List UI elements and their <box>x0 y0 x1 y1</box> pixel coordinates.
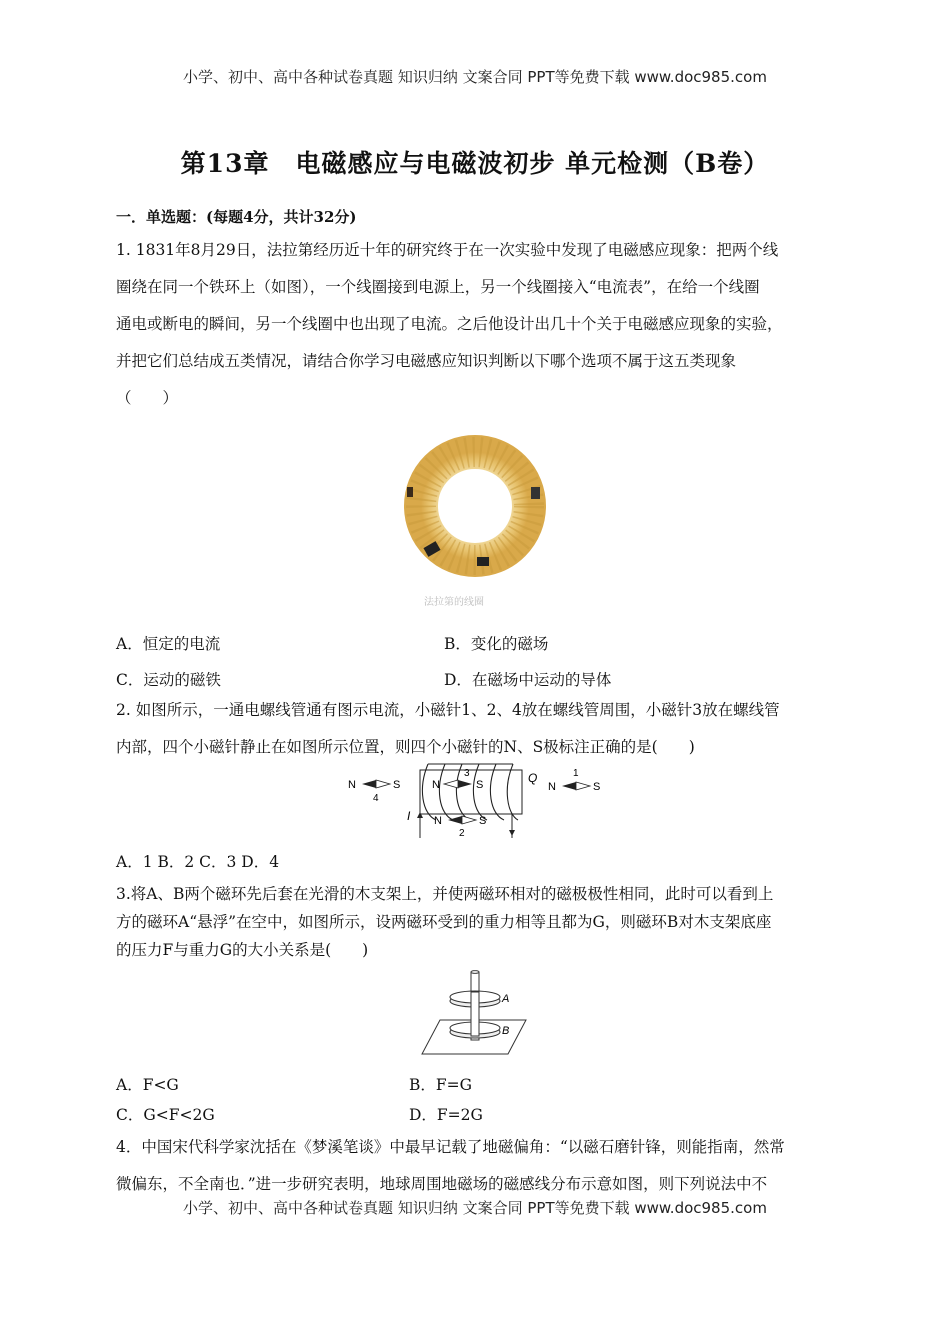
q1-line: 并把它们总结成五类情况，请结合你学习电磁感应知识判断以下哪个选项不属于这五类现象 <box>116 352 737 370</box>
page-header: 小学、初中、高中各种试卷真题 知识归纳 文案合同 PPT等免费下载 www.doc985.com <box>183 68 767 86</box>
svg-text:3: 3 <box>464 768 470 779</box>
q1-option-a[interactable]: A．恒定的电流 <box>116 635 221 653</box>
q4-line: 微偏东，不全南也．”进一步研究表明，地球周围地磁场的磁感线分布示意如图，则下列说法中不 <box>116 1175 768 1193</box>
solenoid-figure <box>340 758 610 842</box>
svg-text:N: N <box>434 815 442 827</box>
q1-option-c[interactable]: C．运动的磁铁 <box>116 671 221 689</box>
q1-option-d[interactable]: D．在磁场中运动的导体 <box>444 671 612 689</box>
svg-text:S: S <box>393 779 401 791</box>
q2-line: 2. 如图所示，一通电螺线管通有图示电流，小磁针1、2、4放在螺线管周围，小磁针3放在螺线管 <box>116 701 780 719</box>
magnetic-needle-4 <box>348 779 400 804</box>
q3-line: 方的磁环A“悬浮”在空中，如图所示，设两磁环受到的重力相等且都为G，则磁环B对木支架底座 <box>116 913 772 931</box>
ring-b-label: B <box>502 1025 510 1037</box>
q2-line: 内部，四个小磁针静止在如图所示位置，则四个小磁针的N、S极标注正确的是( ) <box>116 738 695 756</box>
faraday-ring-figure <box>395 432 555 580</box>
svg-text:4: 4 <box>373 793 379 804</box>
q2-options[interactable]: A．1 B．2 C．3 D．4 <box>116 853 280 871</box>
svg-text:2: 2 <box>459 828 465 839</box>
current-arrow-up <box>417 812 423 818</box>
q3-option-c[interactable]: C．G<F<2G <box>116 1106 215 1124</box>
q1-blank: （ ） <box>116 389 179 407</box>
q1-line: 圈绕在同一个铁环上（如图），一个线圈接到电源上，另一个线圈接入“电流表”，在给一个线圈 <box>116 278 760 296</box>
q3-option-a[interactable]: A．F<G <box>116 1076 179 1094</box>
q3-option-d[interactable]: D．F=2G <box>409 1106 483 1124</box>
svg-text:1: 1 <box>573 768 579 779</box>
q3-line: 的压力F与重力G的大小关系是( ) <box>116 941 369 959</box>
q1-option-b[interactable]: B．变化的磁场 <box>444 635 549 653</box>
page-footer: 小学、初中、高中各种试卷真题 知识归纳 文案合同 PPT等免费下载 www.doc985.com <box>183 1199 767 1217</box>
coil-terminal <box>531 487 540 499</box>
svg-text:S: S <box>593 781 601 793</box>
q4-line: 4．中国宋代科学家沈括在《梦溪笔谈》中最早记载了地磁偏角：“以磁石磨针锋，则能指南，然常 <box>116 1138 785 1156</box>
svg-text:N: N <box>548 781 556 793</box>
q3-option-b[interactable]: B．F=G <box>409 1076 473 1094</box>
q1-line: 通电或断电的瞬间，另一个线圈中也出现了电流。之后他设计出几十个关于电磁感应现象的实验， <box>116 315 783 333</box>
figure-caption: 法拉第的线圈 <box>424 597 484 608</box>
page-title: 第13章 电磁感应与电磁波初步 单元检测（B卷） <box>180 149 770 178</box>
svg-text:N: N <box>348 779 356 791</box>
current-arrow-down <box>509 830 515 836</box>
section-heading: 一．单选题：(每题4分，共计32分) <box>116 208 357 226</box>
magnetic-needle-1 <box>548 768 600 793</box>
ring-a-label: A <box>502 993 510 1005</box>
solenoid-coils <box>422 764 518 820</box>
magnetic-needle-2 <box>434 815 486 839</box>
svg-text:S: S <box>476 779 484 791</box>
q1-line: 1. 1831年8月29日，法拉第经历近十年的研究终于在一次实验中发现了电磁感应现象：把两个线 <box>116 241 779 259</box>
svg-text:N: N <box>432 779 440 791</box>
magnetic-rings-figure <box>418 968 530 1060</box>
coil-terminal <box>407 487 413 497</box>
svg-text:S: S <box>479 815 487 827</box>
q-label: Q <box>528 771 538 785</box>
coil-terminal <box>477 557 489 566</box>
q3-line: 3.将A、B两个磁环先后套在光滑的木支架上，并使两磁环相对的磁极极性相同，此时可以看到上 <box>116 885 774 903</box>
current-label: I <box>407 809 411 823</box>
